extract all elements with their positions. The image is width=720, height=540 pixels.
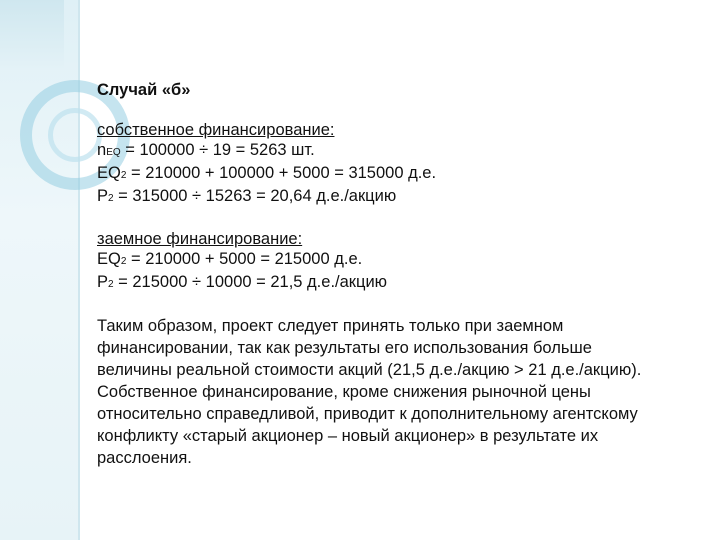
formula-subscript: 2 bbox=[120, 256, 127, 267]
conclusion-line: расслоения. bbox=[97, 449, 192, 467]
formula-expression: = 210000 + 5000 = 215000 д.е. bbox=[126, 250, 363, 268]
conclusion-paragraph bbox=[97, 315, 707, 469]
debt-financing-block bbox=[97, 229, 707, 295]
conclusion-line: относительно справедливой, приводит к дополнительному агентскому bbox=[97, 405, 638, 423]
formula-var: EQ bbox=[97, 164, 121, 182]
slide-title: Случай «б» bbox=[97, 81, 191, 99]
formula-expression: = 100000 ÷ 19 = 5263 шт. bbox=[120, 141, 315, 159]
decorative-inner-ring-icon bbox=[48, 108, 102, 162]
debt-heading: заемное финансирование: bbox=[97, 230, 303, 248]
conclusion-line: финансировании, так как результаты его использования больше bbox=[97, 339, 592, 357]
formula-subscript: 2 bbox=[108, 193, 114, 204]
formula-var: P bbox=[97, 187, 109, 205]
formula-var: n bbox=[97, 141, 107, 159]
conclusion-line: величины реальной стоимости акций (21,5 д.е./акцию > 21 д.е./акцию). bbox=[97, 361, 642, 379]
debt-formula-eq2 bbox=[97, 249, 707, 272]
equity-financing-block bbox=[97, 120, 707, 209]
formula-var: P bbox=[97, 273, 109, 291]
debt-formula-p2 bbox=[97, 272, 707, 295]
formula-subscript: 2 bbox=[120, 170, 127, 181]
formula-var: EQ bbox=[97, 250, 121, 268]
left-band-top-block bbox=[0, 0, 64, 70]
conclusion-line: Таким образом, проект следует принять только при заемном bbox=[97, 317, 564, 335]
formula-expression: = 210000 + 100000 + 5000 = 315000 д.е. bbox=[126, 164, 437, 182]
equity-formula-p2 bbox=[97, 186, 707, 209]
formula-subscript: EQ bbox=[106, 147, 121, 158]
conclusion-line: Собственное финансирование, кроме снижения рыночной цены bbox=[97, 383, 591, 401]
slide-content bbox=[97, 80, 707, 469]
equity-formula-shares bbox=[97, 140, 707, 163]
formula-subscript: 2 bbox=[108, 279, 114, 290]
formula-expression: = 315000 ÷ 15263 = 20,64 д.е./акцию bbox=[113, 187, 397, 205]
equity-heading: собственное финансирование: bbox=[97, 121, 335, 139]
equity-formula-eq2 bbox=[97, 163, 707, 186]
conclusion-line: конфликту «старый акционер – новый акционер» в результате их bbox=[97, 427, 599, 445]
formula-expression: = 215000 ÷ 10000 = 21,5 д.е./акцию bbox=[113, 273, 388, 291]
